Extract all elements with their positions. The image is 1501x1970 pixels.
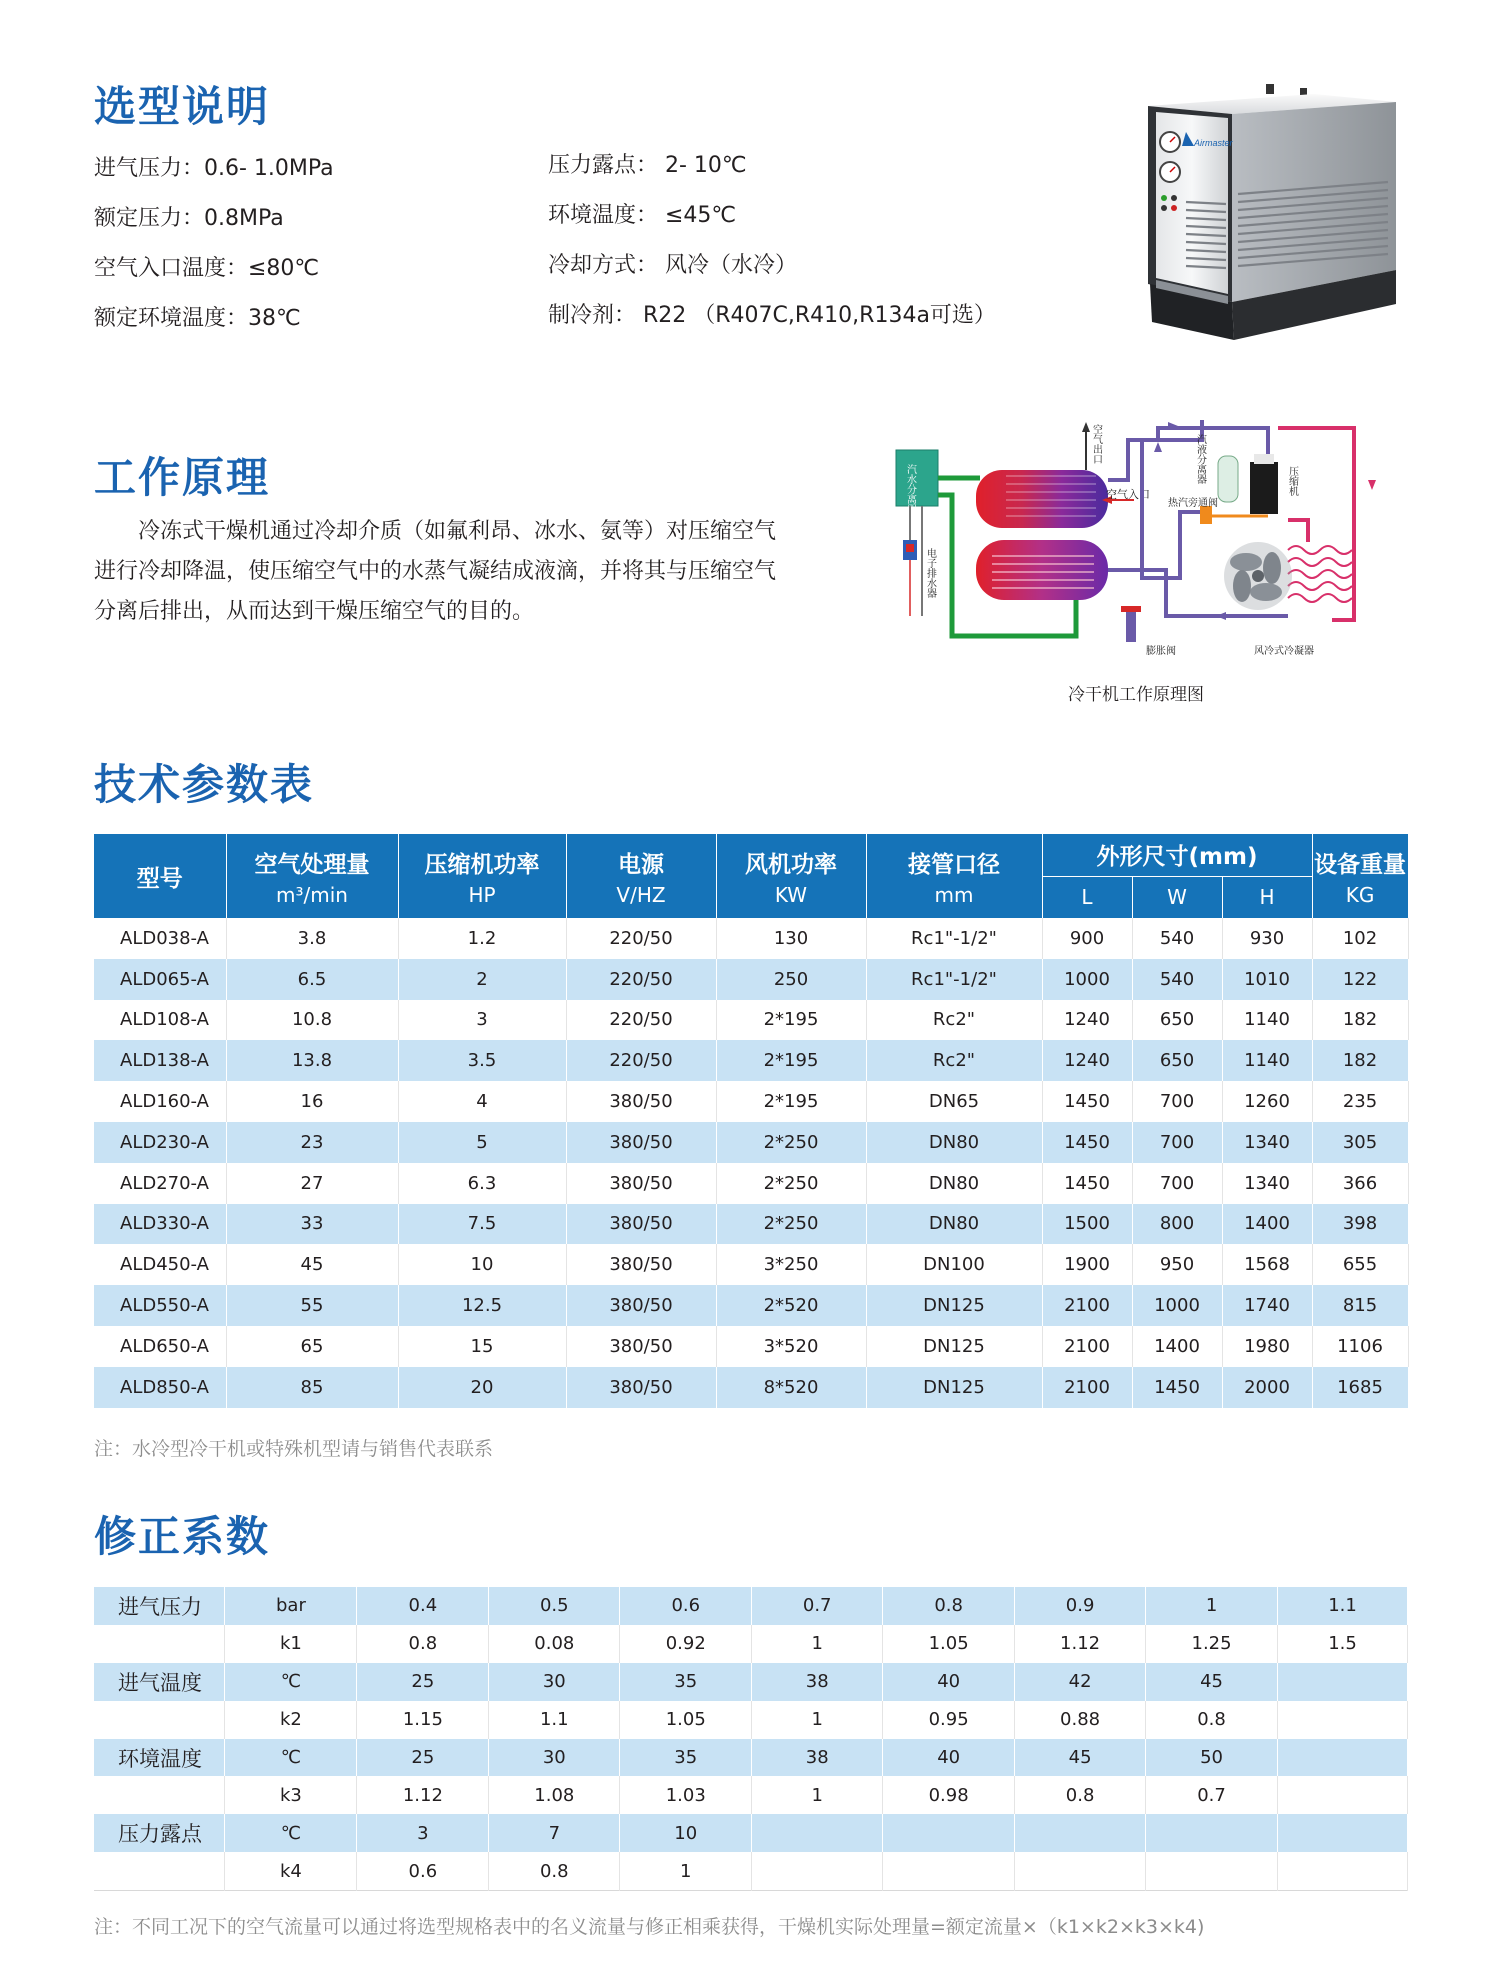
header-length: L [1042, 876, 1132, 918]
cell-width: 650 [1132, 1040, 1222, 1081]
cell-air-flow: 33 [226, 1204, 398, 1245]
cell-length: 1450 [1042, 1163, 1132, 1204]
cell-fan-power: 250 [716, 959, 866, 1000]
header-dimensions: 外形尺寸(mm) [1042, 834, 1312, 876]
correction-value [1278, 1852, 1408, 1890]
correction-unit: ℃ [225, 1739, 357, 1777]
correction-value [1015, 1852, 1146, 1890]
correction-value: 1 [620, 1852, 752, 1890]
correction-value: 1.1 [1278, 1587, 1408, 1625]
label-compressor: 压缩机 [1286, 466, 1298, 496]
cell-model: ALD330-A [94, 1204, 226, 1245]
cell-pipe-diameter: DN65 [866, 1081, 1042, 1122]
correction-value: 0.8 [883, 1587, 1015, 1625]
cell-weight: 398 [1312, 1204, 1408, 1245]
cell-width: 540 [1132, 918, 1222, 959]
params-title: 技术参数表 [94, 760, 315, 809]
correction-value [1278, 1701, 1408, 1739]
cell-power-supply: 380/50 [566, 1122, 716, 1163]
dryer-product-image [1138, 84, 1406, 340]
cell-length: 1240 [1042, 1040, 1132, 1081]
correction-value: 45 [1015, 1739, 1146, 1777]
correction-value [752, 1852, 883, 1890]
cell-compressor-power: 15 [398, 1326, 566, 1367]
spec-rated-pressure: 额定压力：0.8MPa [94, 206, 284, 231]
cell-weight: 1106 [1312, 1326, 1408, 1367]
correction-title: 修正系数 [94, 1512, 271, 1561]
cell-length: 900 [1042, 918, 1132, 959]
spec-list-right [548, 141, 996, 341]
cell-power-supply: 220/50 [566, 918, 716, 959]
cell-weight: 102 [1312, 918, 1408, 959]
spec-inlet-pressure: 进气压力：0.6- 1.0MPa [94, 156, 334, 181]
cell-model: ALD270-A [94, 1163, 226, 1204]
principle-description: 冷冻式干燥机通过冷却介质（如氟利昂、冰水、氨等）对压缩空气进行冷却降温，使压缩空气中的水蒸气凝结成液滴，并将其与压缩空气分离后排出，从而达到干燥压缩空气的目的。 [94, 519, 777, 624]
spec-list-left [94, 144, 334, 344]
table-row [94, 1000, 1408, 1041]
cell-width: 700 [1132, 1122, 1222, 1163]
correction-unit: ℃ [225, 1663, 357, 1701]
cell-compressor-power: 5 [398, 1122, 566, 1163]
correction-value [883, 1852, 1015, 1890]
cell-power-supply: 380/50 [566, 1081, 716, 1122]
table-row [94, 1326, 1408, 1367]
correction-value: 1 [752, 1625, 883, 1663]
cell-air-flow: 13.8 [226, 1040, 398, 1081]
cell-model: ALD650-A [94, 1326, 226, 1367]
cell-compressor-power: 7.5 [398, 1204, 566, 1245]
correction-value: 1.25 [1146, 1625, 1278, 1663]
cell-weight: 815 [1312, 1285, 1408, 1326]
label-air-outlet: 空气出口 [1090, 424, 1102, 464]
header-air-flow: 空气处理量 m³/min [226, 834, 398, 918]
correction-value: 25 [357, 1739, 489, 1777]
correction-value: 0.88 [1015, 1701, 1146, 1739]
cell-length: 2100 [1042, 1326, 1132, 1367]
header-fan-power: 风机功率 KW [716, 834, 866, 918]
cell-length: 1000 [1042, 959, 1132, 1000]
correction-value: 0.8 [357, 1625, 489, 1663]
spec-ambient-temperature: 环境温度： ≤45℃ [548, 203, 737, 228]
header-pipe-diameter: 接管口径 mm [866, 834, 1042, 918]
header-weight: 设备重量 KG [1312, 834, 1408, 918]
table-row [94, 1701, 1408, 1739]
cell-width: 1400 [1132, 1326, 1222, 1367]
correction-value: 1.05 [620, 1701, 752, 1739]
cell-fan-power: 3*520 [716, 1326, 866, 1367]
correction-value: 0.9 [1015, 1587, 1146, 1625]
correction-label [94, 1625, 225, 1663]
table-row [94, 1040, 1408, 1081]
cell-height: 1980 [1222, 1326, 1312, 1367]
cell-fan-power: 130 [716, 918, 866, 959]
cell-fan-power: 2*250 [716, 1163, 866, 1204]
correction-value: 0.4 [357, 1587, 489, 1625]
cell-width: 700 [1132, 1081, 1222, 1122]
correction-value: 0.6 [357, 1852, 489, 1890]
cell-weight: 655 [1312, 1244, 1408, 1285]
correction-label [94, 1701, 225, 1739]
cell-fan-power: 8*520 [716, 1367, 866, 1408]
cell-model: ALD065-A [94, 959, 226, 1000]
correction-value: 45 [1146, 1663, 1278, 1701]
cell-compressor-power: 3.5 [398, 1040, 566, 1081]
cell-model: ALD108-A [94, 1000, 226, 1041]
cell-compressor-power: 12.5 [398, 1285, 566, 1326]
cell-model: ALD550-A [94, 1285, 226, 1326]
correction-value: 50 [1146, 1739, 1278, 1777]
cell-model: ALD850-A [94, 1367, 226, 1408]
cell-weight: 182 [1312, 1000, 1408, 1041]
correction-value: 1.12 [1015, 1625, 1146, 1663]
correction-factor-table [94, 1587, 1408, 1891]
header-width: W [1132, 876, 1222, 918]
cell-compressor-power: 1.2 [398, 918, 566, 959]
cell-pipe-diameter: DN100 [866, 1244, 1042, 1285]
cell-air-flow: 27 [226, 1163, 398, 1204]
correction-value: 0.95 [883, 1701, 1015, 1739]
correction-value [1015, 1814, 1146, 1852]
cell-length: 1450 [1042, 1081, 1132, 1122]
cell-power-supply: 380/50 [566, 1285, 716, 1326]
table-row [94, 1367, 1408, 1408]
correction-value: 0.98 [883, 1776, 1015, 1814]
cell-power-supply: 380/50 [566, 1367, 716, 1408]
cell-weight: 366 [1312, 1163, 1408, 1204]
correction-value: 1.1 [489, 1701, 620, 1739]
correction-value: 40 [883, 1663, 1015, 1701]
table-row [94, 1244, 1408, 1285]
correction-value: 1 [752, 1701, 883, 1739]
cell-pipe-diameter: DN125 [866, 1326, 1042, 1367]
cell-height: 1740 [1222, 1285, 1312, 1326]
cell-fan-power: 2*250 [716, 1122, 866, 1163]
cell-air-flow: 3.8 [226, 918, 398, 959]
cell-height: 1568 [1222, 1244, 1312, 1285]
correction-value: 10 [620, 1814, 752, 1852]
cell-power-supply: 220/50 [566, 959, 716, 1000]
cell-pipe-diameter: DN125 [866, 1285, 1042, 1326]
correction-unit: k2 [225, 1701, 357, 1739]
table-row [94, 1587, 1408, 1625]
principle-title: 工作原理 [94, 453, 271, 502]
label-electronic-drain: 电子排水器 [924, 548, 936, 598]
table-row [94, 918, 1408, 959]
cell-length: 1240 [1042, 1000, 1132, 1041]
cell-compressor-power: 4 [398, 1081, 566, 1122]
cell-air-flow: 65 [226, 1326, 398, 1367]
table-row [94, 959, 1408, 1000]
correction-value: 25 [357, 1663, 489, 1701]
cell-power-supply: 380/50 [566, 1244, 716, 1285]
cell-model: ALD138-A [94, 1040, 226, 1081]
header-compressor-power: 压缩机功率 HP [398, 834, 566, 918]
cell-fan-power: 2*250 [716, 1204, 866, 1245]
correction-value: 1 [752, 1776, 883, 1814]
label-air-inlet: 空气入口 [1106, 488, 1150, 501]
correction-value: 0.8 [1015, 1776, 1146, 1814]
spec-refrigerant: 制冷剂： R22 （R407C,R410,R134a可选） [548, 303, 996, 328]
correction-value: 38 [752, 1663, 883, 1701]
cell-height: 1260 [1222, 1081, 1312, 1122]
correction-value: 1.15 [357, 1701, 489, 1739]
header-power-supply: 电源 V/HZ [566, 834, 716, 918]
cell-width: 1000 [1132, 1285, 1222, 1326]
cell-model: ALD038-A [94, 918, 226, 959]
correction-value: 42 [1015, 1663, 1146, 1701]
spec-cooling-method: 冷却方式： 风冷（水冷） [548, 253, 797, 278]
correction-value: 0.08 [489, 1625, 620, 1663]
cell-length: 1500 [1042, 1204, 1132, 1245]
correction-value [1146, 1852, 1278, 1890]
table-row [94, 1204, 1408, 1245]
correction-value: 7 [489, 1814, 620, 1852]
correction-value [1278, 1776, 1408, 1814]
cell-pipe-diameter: DN80 [866, 1163, 1042, 1204]
cell-power-supply: 380/50 [566, 1204, 716, 1245]
correction-value [752, 1814, 883, 1852]
cell-pipe-diameter: Rc2" [866, 1040, 1042, 1081]
cell-power-supply: 220/50 [566, 1000, 716, 1041]
cell-weight: 235 [1312, 1081, 1408, 1122]
cell-air-flow: 85 [226, 1367, 398, 1408]
table-row [94, 1285, 1408, 1326]
label-hot-gas-bypass-valve: 热汽旁通阀 [1168, 498, 1218, 509]
cell-fan-power: 2*520 [716, 1285, 866, 1326]
correction-value [1278, 1663, 1408, 1701]
selection-title: 选型说明 [94, 82, 271, 131]
cell-model: ALD450-A [94, 1244, 226, 1285]
table-row [94, 1122, 1408, 1163]
correction-value: 0.8 [1146, 1701, 1278, 1739]
cell-power-supply: 220/50 [566, 1040, 716, 1081]
cell-air-flow: 45 [226, 1244, 398, 1285]
correction-label: 压力露点 [94, 1814, 225, 1852]
cell-pipe-diameter: Rc1"-1/2" [866, 918, 1042, 959]
cell-fan-power: 2*195 [716, 1000, 866, 1041]
correction-value: 35 [620, 1663, 752, 1701]
correction-label: 进气温度 [94, 1663, 225, 1701]
label-water-separator: 汽水分离器 [904, 464, 916, 514]
cell-height: 1340 [1222, 1122, 1312, 1163]
correction-value: 0.7 [1146, 1776, 1278, 1814]
cell-height: 1140 [1222, 1000, 1312, 1041]
product-brand-logo: Airmaster [1194, 138, 1233, 148]
cell-height: 1340 [1222, 1163, 1312, 1204]
cell-height: 1400 [1222, 1204, 1312, 1245]
cell-pipe-diameter: DN125 [866, 1367, 1042, 1408]
cell-length: 2100 [1042, 1367, 1132, 1408]
table-row [94, 1776, 1408, 1814]
working-principle-diagram [888, 420, 1378, 670]
cell-height: 2000 [1222, 1367, 1312, 1408]
label-expansion-valve: 膨胀阀 [1146, 646, 1176, 657]
cell-fan-power: 2*195 [716, 1081, 866, 1122]
table-row [94, 1739, 1408, 1777]
cell-model: ALD160-A [94, 1081, 226, 1122]
cell-weight: 122 [1312, 959, 1408, 1000]
cell-pipe-diameter: DN80 [866, 1204, 1042, 1245]
cell-weight: 1685 [1312, 1367, 1408, 1408]
spec-inlet-temperature: 空气入口温度：≤80℃ [94, 256, 320, 281]
cell-length: 2100 [1042, 1285, 1132, 1326]
correction-value: 40 [883, 1739, 1015, 1777]
table-row [94, 1625, 1408, 1663]
cell-width: 650 [1132, 1000, 1222, 1041]
correction-value: 0.6 [620, 1587, 752, 1625]
correction-value: 1.03 [620, 1776, 752, 1814]
correction-unit: k4 [225, 1852, 357, 1890]
params-note: 注：水冷型冷干机或特殊机型请与销售代表联系 [94, 1438, 494, 1460]
table-row [94, 1163, 1408, 1204]
label-liquid-separator: 汽液分离器 [1194, 434, 1206, 484]
cell-model: ALD230-A [94, 1122, 226, 1163]
cell-height: 1010 [1222, 959, 1312, 1000]
correction-unit: k1 [225, 1625, 357, 1663]
correction-unit: k3 [225, 1776, 357, 1814]
correction-value [1278, 1814, 1408, 1852]
correction-value: 0.7 [752, 1587, 883, 1625]
correction-value: 30 [489, 1739, 620, 1777]
correction-unit: bar [225, 1587, 357, 1625]
correction-value: 1.08 [489, 1776, 620, 1814]
correction-value: 1.12 [357, 1776, 489, 1814]
cell-pipe-diameter: Rc2" [866, 1000, 1042, 1041]
cell-width: 540 [1132, 959, 1222, 1000]
cell-fan-power: 2*195 [716, 1040, 866, 1081]
correction-label: 环境温度 [94, 1739, 225, 1777]
table-row [94, 1814, 1408, 1852]
correction-label [94, 1776, 225, 1814]
cell-compressor-power: 3 [398, 1000, 566, 1041]
correction-value: 38 [752, 1739, 883, 1777]
technical-parameters-table [94, 834, 1409, 1408]
correction-note: 注：不同工况下的空气流量可以通过将选型规格表中的名义流量与修正相乘获得，干燥机实际处理量=额定流量×（k1×k2×k3×k4) [94, 1916, 1205, 1938]
correction-value [883, 1814, 1015, 1852]
cell-length: 1450 [1042, 1122, 1132, 1163]
correction-value: 3 [357, 1814, 489, 1852]
cell-width: 950 [1132, 1244, 1222, 1285]
cell-width: 700 [1132, 1163, 1222, 1204]
correction-unit: ℃ [225, 1814, 357, 1852]
header-height: H [1222, 876, 1312, 918]
spec-rated-ambient-temperature: 额定环境温度：38℃ [94, 306, 301, 331]
spec-dew-point: 压力露点： 2- 10℃ [548, 153, 747, 178]
cell-power-supply: 380/50 [566, 1163, 716, 1204]
label-air-cooled-condenser: 风冷式冷凝器 [1254, 646, 1314, 657]
cell-length: 1900 [1042, 1244, 1132, 1285]
cell-air-flow: 10.8 [226, 1000, 398, 1041]
correction-value: 30 [489, 1663, 620, 1701]
table-row [94, 1081, 1408, 1122]
correction-value: 1.5 [1278, 1625, 1408, 1663]
cell-fan-power: 3*250 [716, 1244, 866, 1285]
header-model: 型号 [94, 834, 226, 918]
cell-height: 930 [1222, 918, 1312, 959]
cell-compressor-power: 2 [398, 959, 566, 1000]
cell-height: 1140 [1222, 1040, 1312, 1081]
cell-pipe-diameter: DN80 [866, 1122, 1042, 1163]
table-row [94, 1663, 1408, 1701]
cell-weight: 305 [1312, 1122, 1408, 1163]
correction-value: 0.5 [489, 1587, 620, 1625]
correction-value: 35 [620, 1739, 752, 1777]
correction-label: 进气压力 [94, 1587, 225, 1625]
diagram-caption: 冷干机工作原理图 [1068, 685, 1204, 705]
cell-air-flow: 23 [226, 1122, 398, 1163]
cell-air-flow: 55 [226, 1285, 398, 1326]
cell-air-flow: 6.5 [226, 959, 398, 1000]
correction-value: 0.92 [620, 1625, 752, 1663]
correction-value: 0.8 [489, 1852, 620, 1890]
correction-value [1278, 1739, 1408, 1777]
cell-compressor-power: 6.3 [398, 1163, 566, 1204]
correction-value: 1.05 [883, 1625, 1015, 1663]
cell-weight: 182 [1312, 1040, 1408, 1081]
cell-compressor-power: 10 [398, 1244, 566, 1285]
correction-value: 1 [1146, 1587, 1278, 1625]
cell-air-flow: 16 [226, 1081, 398, 1122]
cell-power-supply: 380/50 [566, 1326, 716, 1367]
cell-compressor-power: 20 [398, 1367, 566, 1408]
cell-pipe-diameter: Rc1"-1/2" [866, 959, 1042, 1000]
cell-width: 800 [1132, 1204, 1222, 1245]
table-row [94, 1852, 1408, 1890]
cell-width: 1450 [1132, 1367, 1222, 1408]
correction-value [1146, 1814, 1278, 1852]
correction-label [94, 1852, 225, 1890]
